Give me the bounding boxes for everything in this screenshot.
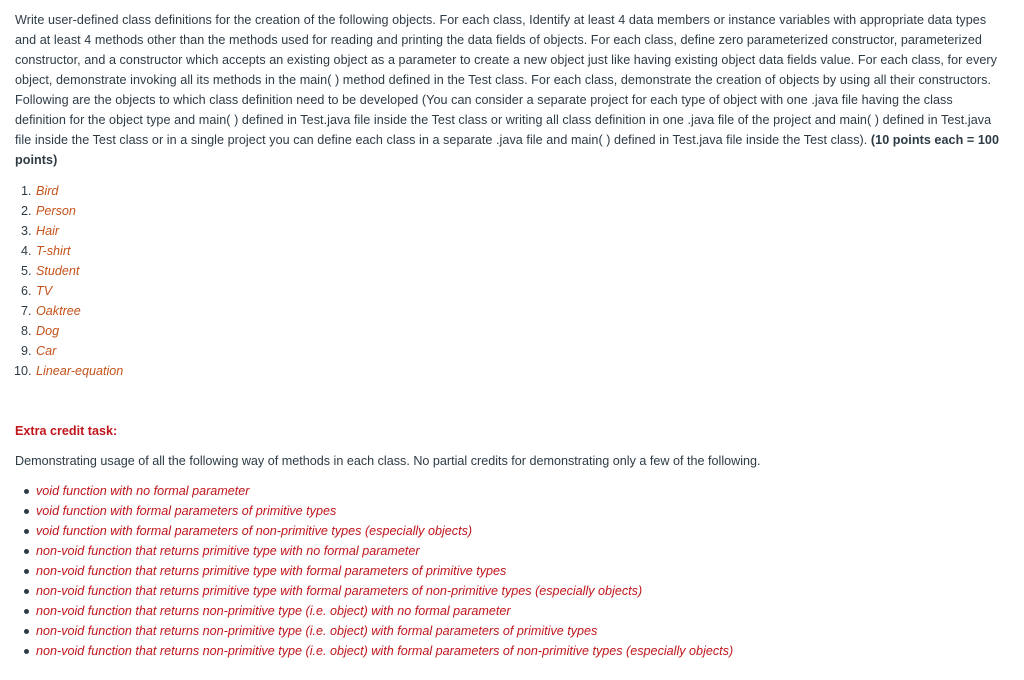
list-item (35, 241, 1002, 261)
methods-list (15, 481, 1002, 661)
list-item (35, 221, 1002, 241)
extra-credit-title: Extra credit task: (15, 424, 118, 438)
list-item (36, 501, 1002, 521)
extra-credit-description: Demonstrating usage of all the following way of methods in each class. No partial credits for demonstrating only a few of the following. (15, 454, 761, 468)
list-item (36, 581, 1002, 601)
list-item (35, 281, 1002, 301)
list-item (36, 621, 1002, 641)
method-text: non-void function that returns primitive type with formal parameters of primitive types (36, 564, 507, 578)
method-text: void function with formal parameters of primitive types (36, 504, 337, 518)
list-item (35, 261, 1002, 281)
objects-list (15, 181, 1002, 381)
object-name: Car (36, 344, 57, 358)
list-item (36, 641, 1002, 661)
list-item (35, 201, 1002, 221)
object-name: Person (36, 204, 76, 218)
list-item (35, 341, 1002, 361)
points-text: (10 points each = 100 points) (15, 133, 1000, 167)
list-item (35, 321, 1002, 341)
object-name: Hair (36, 224, 60, 238)
list-item (36, 521, 1002, 541)
list-item (35, 361, 1002, 381)
list-item (36, 541, 1002, 561)
object-name: T-shirt (36, 244, 71, 258)
method-text: non-void function that returns non-primitive type (i.e. object) with no formal parameter (36, 604, 511, 618)
object-name: Linear-equation (36, 364, 124, 378)
method-text: non-void function that returns non-primitive type (i.e. object) with formal parameters of primitive types (36, 624, 598, 638)
method-text: void function with formal parameters of non-primitive types (especially objects) (36, 524, 473, 538)
method-text: non-void function that returns primitive type with no formal parameter (36, 544, 420, 558)
object-name: Oaktree (36, 304, 81, 318)
object-name: Student (36, 264, 80, 278)
object-name: TV (36, 284, 53, 298)
method-text: non-void function that returns primitive type with formal parameters of non-primitive types (especially objects) (36, 584, 643, 598)
list-item (36, 601, 1002, 621)
list-item (36, 561, 1002, 581)
object-name: Dog (36, 324, 60, 338)
list-item (35, 301, 1002, 321)
intro-paragraph (15, 10, 1002, 170)
method-text: void function with no formal parameter (36, 484, 250, 498)
intro-text: Write user-defined class definitions for the creation of the following objects. For each class, Identify at least 4 data members or instance variables with appropriate data types and at least 4 methods other than the methods used for reading and printing the data fields of objects. For each class, define zero parameterized constructor, parameterized constructor, and a constructor which accepts an existing object as a parameter to create a new object just like having existing object data fields value. For each class, for every object, demonstrate invoking all its methods in the main( ) method defined in the Test class. For each class, demonstrate the creation of objects by using all their constructors. Following are the objects to which class definition need to be developed (You can consider a separate project for each type of object with one .java file having the class definition for the object type and main( ) defined in Test.java file inside the Test class or writing all class definition in one .java file of the project and main( ) defined in Test.java file inside the Test class or in a single project you can define each class in a separate .java file and main( ) defined in Test.java file inside the Test class). (15, 13, 997, 147)
method-text: non-void function that returns non-primitive type (i.e. object) with formal parameters of non-primitive types (especially objects) (36, 644, 734, 658)
list-item (36, 481, 1002, 501)
object-name: Bird (36, 184, 59, 198)
list-item (35, 181, 1002, 201)
